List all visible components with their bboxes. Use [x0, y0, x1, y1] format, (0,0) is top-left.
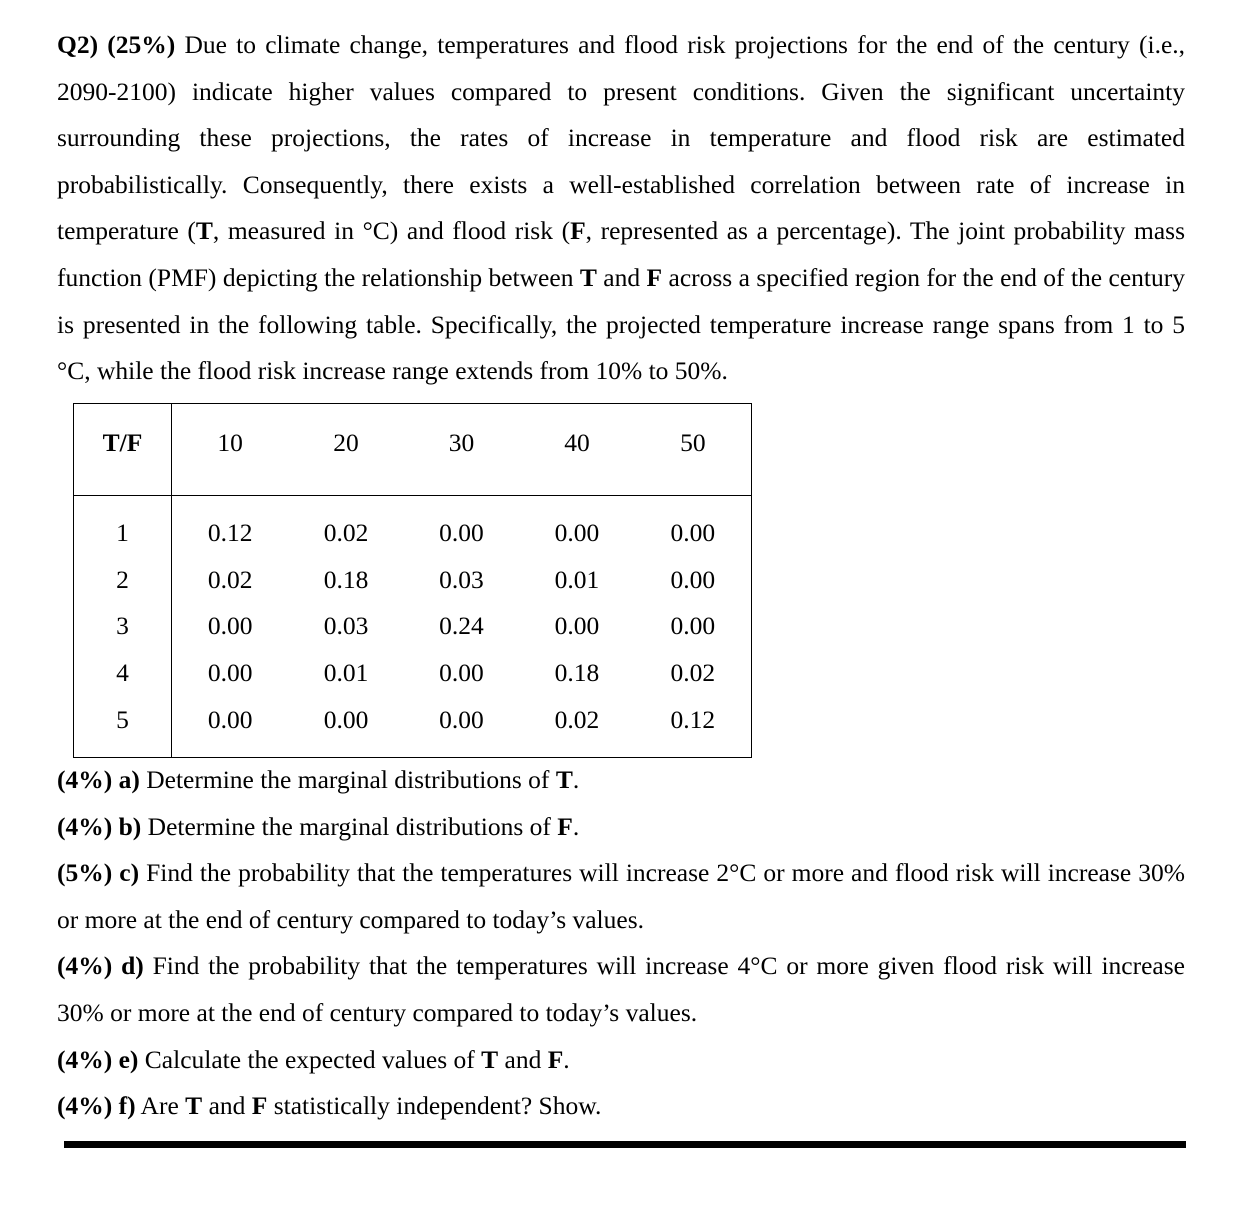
row-header: 1: [74, 496, 172, 557]
table-cell: 0.00: [207, 658, 253, 688]
sub-questions: [57, 757, 1185, 1130]
sub-question-text: Are: [135, 1091, 186, 1121]
table-cell: 0.02: [207, 564, 253, 594]
table-row: [74, 557, 752, 604]
table-row: [74, 696, 752, 757]
sub-question-label: (4%) f): [57, 1091, 136, 1121]
table-header-row: [74, 404, 752, 496]
table-cell: 0.24: [439, 611, 484, 641]
corner-header: T/F: [74, 404, 172, 496]
sub-question-text: and: [202, 1091, 252, 1121]
table-cell: 0.00: [207, 704, 253, 734]
question-label: Q2) (25%): [57, 30, 176, 59]
sub-question-text: Find the probability that the temperatures will increase 4°C or more given flood risk will increase 30% or more at the end of century compared to today’s values.: [57, 951, 1185, 1027]
sub-question-text: .: [572, 811, 580, 841]
table-cell: 0.18: [554, 658, 600, 688]
sub-question-label: (4%) b): [57, 811, 142, 841]
table-row: [74, 650, 752, 697]
column-header: 50: [635, 404, 752, 496]
sub-question-text: Determine the marginal distributions of: [139, 765, 556, 794]
sub-question-d: [57, 943, 1185, 1036]
joint-pmf-table: [73, 403, 752, 758]
sub-question-label: (5%) c): [57, 858, 140, 888]
column-header: 10: [172, 404, 289, 496]
table-cell: 0.00: [207, 611, 253, 641]
table-cell: 0.12: [207, 518, 253, 548]
statement-text: , measured in °C) and flood risk (: [212, 216, 571, 246]
table-cell: 0.00: [323, 704, 369, 734]
column-header: 30: [404, 404, 519, 496]
sub-question-c: [57, 850, 1185, 943]
column-header: 20: [288, 404, 403, 496]
statement-text: and: [596, 262, 647, 292]
column-header: 40: [519, 404, 634, 496]
table-cell: 0.03: [439, 564, 484, 594]
sub-question-label: (4%) e): [57, 1044, 139, 1074]
table-cell: 0.12: [670, 704, 716, 734]
sub-question-text: Calculate the expected values of: [138, 1044, 482, 1074]
table-row: [74, 496, 752, 557]
sub-question-b: [57, 804, 1185, 851]
sub-question-text: Determine the marginal distributions of: [141, 811, 558, 841]
sub-question-label: (4%) a): [57, 765, 140, 794]
problem-statement: [57, 22, 1185, 395]
sub-question-text: .: [572, 765, 580, 794]
variable-t: T: [185, 1091, 203, 1121]
table-cell: 0.00: [670, 564, 716, 594]
sub-question-label: (4%) d): [57, 951, 144, 981]
table-cell: 0.00: [554, 611, 600, 641]
variable-f: F: [646, 262, 663, 292]
table-cell: 0.00: [670, 611, 716, 641]
sub-question-a: [57, 757, 1185, 804]
table-cell: 0.01: [554, 564, 600, 594]
table-cell: 0.02: [323, 518, 369, 548]
sub-question-text: statistically independent? Show.: [267, 1091, 602, 1121]
variable-t: T: [579, 262, 597, 292]
table-cell: 0.03: [323, 611, 369, 641]
variable-f: F: [251, 1091, 268, 1121]
table-cell: 0.02: [554, 704, 600, 734]
table-cell: 0.01: [323, 658, 369, 688]
variable-f: F: [570, 216, 586, 246]
variable-f: F: [557, 811, 573, 841]
table-row: [74, 603, 752, 650]
table-cell: 0.02: [670, 658, 716, 688]
row-header: 2: [74, 557, 172, 604]
statement-text: , represented as a percentage). The joint probability mass function (PMF) depicting the relationship between: [57, 216, 1185, 292]
variable-t: T: [481, 1044, 499, 1074]
table-cell: 0.18: [323, 564, 369, 594]
statement-text: Due to climate change, temperatures and flood risk projections for the end of the century (i.e., 2090-2100) indicate higher values compared to present conditions. Given the significant uncertainty surrounding these projections, the rates of increase in temperature and flood risk are estimated probabilistically. Consequently, there exists a well-established correlation between rate of increase in temperature (: [57, 30, 1186, 246]
table-cell: 0.00: [439, 704, 484, 734]
variable-t: T: [195, 216, 213, 246]
sub-question-f: [57, 1083, 1185, 1130]
sub-question-text: and: [498, 1044, 548, 1074]
table-cell: 0.00: [554, 518, 600, 548]
table-cell: 0.00: [439, 658, 484, 688]
section-divider: [64, 1141, 1186, 1148]
sub-question-text: Find the probability that the temperatures will increase 2°C or more and flood risk will increase 30% or more at the end of century compared to today’s values.: [57, 858, 1185, 934]
sub-question-text: .: [563, 1044, 570, 1074]
variable-t: T: [555, 765, 573, 794]
variable-f: F: [547, 1044, 564, 1074]
table-cell: 0.00: [670, 518, 716, 548]
row-header: 5: [74, 696, 172, 757]
row-header: 4: [74, 650, 172, 697]
sub-question-e: [57, 1037, 1185, 1084]
statement-text: across a specified region for the end of the century is presented in the following table. Specifically, the projected temperature increase range spans from 1 to 5 °C, while the flood risk increase range extends from 10% to 50%.: [57, 262, 1185, 386]
row-header: 3: [74, 603, 172, 650]
table-cell: 0.00: [439, 518, 484, 548]
